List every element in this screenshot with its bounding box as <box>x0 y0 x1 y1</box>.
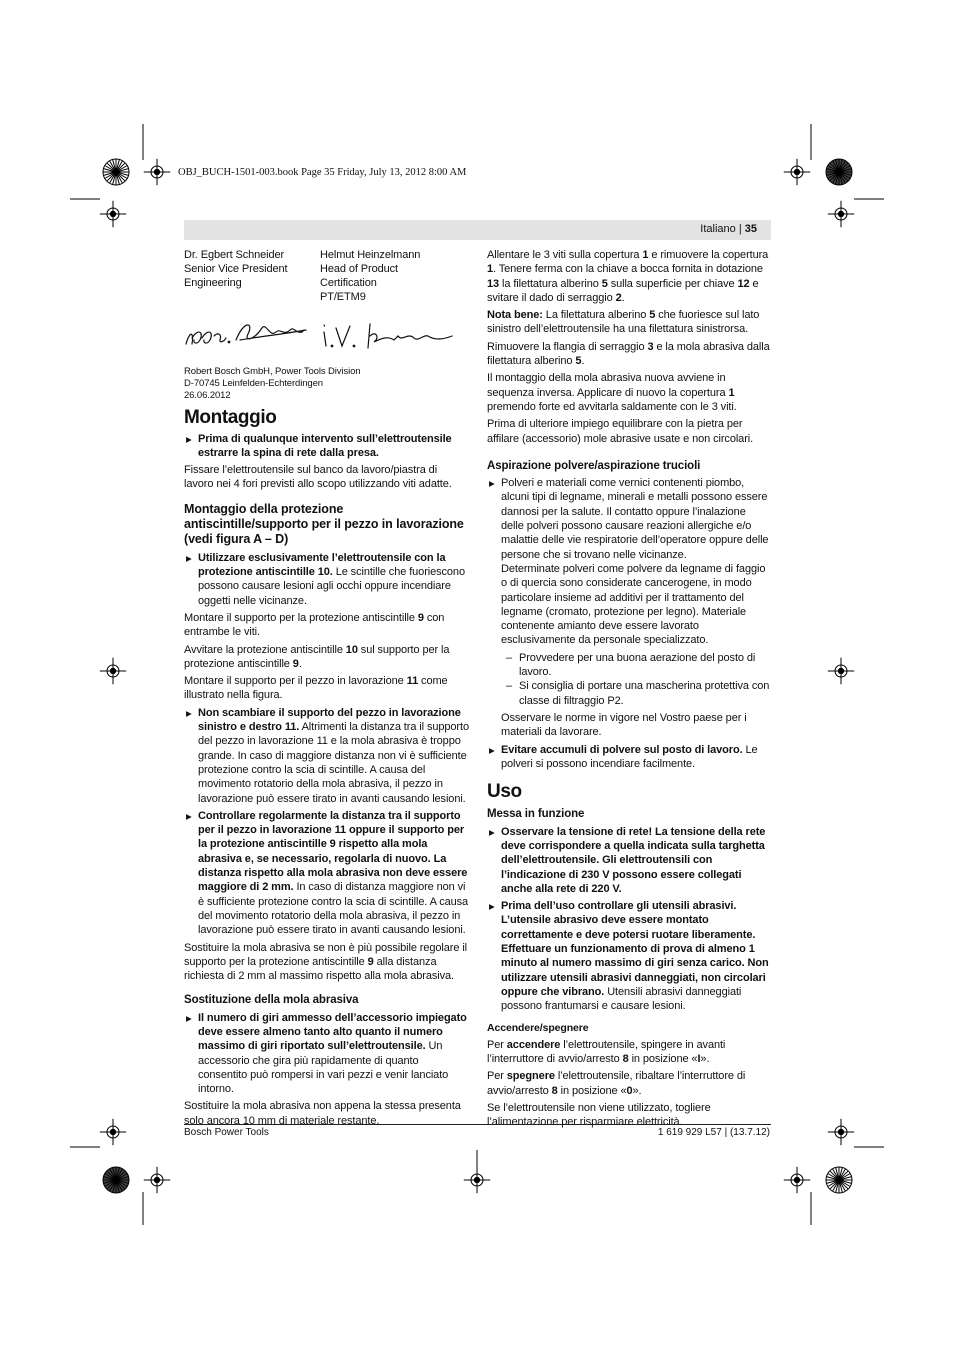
footer-left: Bosch Power Tools <box>184 1127 269 1138</box>
header-bar <box>184 220 771 240</box>
header-separator: | <box>738 223 742 235</box>
paragraph: Prima di ulteriore impiego equilibrare con la pietra per affilare (accessorio) mole abrasive usate e non circolari. <box>487 418 754 445</box>
heading-accendere: Accendere/spegnere <box>487 1021 589 1034</box>
paragraph: Determinate polveri come polvere da legname di faggio o di quercia sono considerate cancerogene, in modo particolare insieme ad additivi per il trattamento del legname (cromato, protezione per legno). Materiale contenente amianto deve essere lavorato esclusivamente da personale specializzato. <box>501 562 766 647</box>
page-number: 35 <box>744 223 757 235</box>
warning-item: ▶ Prima di qualunque intervento sull’elettroutensile estrarre la spina di rete dalla presa. <box>184 432 469 461</box>
heading-uso: Uso <box>487 781 522 803</box>
paragraph: Osservare le norme in vigore nel Vostro paese per i materiali da lavorare. <box>501 711 747 739</box>
warning-item: ▶ Controllare regolarmente la distanza tra il supporto per il pezzo in lavorazione 11 oppure il supporto per la protezione antiscintille 9 rispetto alla mola abrasiva e, se necessario, regolarla di nuovo. La distanza rispetto alla mola abrasiva non deve essere maggiore di 2 mm. In caso di distanza maggiore non vi è sufficiente protezione contro la scia di scintille. A causa del movimento rotatorio della mola abrasiva, il pezzo in lavorazione può essere tirato in avanti causando lesioni. <box>184 809 469 938</box>
heading-montaggio: Montaggio <box>184 407 277 429</box>
paragraph: Sostituire la mola abrasiva se non è più possibile regolare il supporto per la protezione antiscintille 9 alla distanza richiesta di 2 mm al massimo rispetto alla mola abrasiva. <box>184 941 468 983</box>
right-column <box>487 248 771 1133</box>
dash-item: – Si consiglia di portare una mascherina protettiva con classe di filtraggio P2. <box>487 679 771 708</box>
paragraph: Montare il supporto per il pezzo in lavorazione 11 come illustrato nella figura. <box>184 675 448 702</box>
paragraph: Fissare l’elettroutensile sul banco da lavoro/piastra di lavoro nei 4 fori previsti allo scopo utilizzando viti adatte. <box>184 464 452 491</box>
heading-messa: Messa in funzione <box>487 808 585 821</box>
paragraph: Rimuovere la flangia di serraggio 3 e la mola abrasiva dalla filettatura alberino 5. <box>487 340 770 368</box>
dash-item: – Provvedere per una buona aerazione del posto di lavoro. <box>487 651 771 680</box>
warning-item: ▶ Evitare accumuli di polvere sul posto di lavoro. Le polveri si possono incendiare facilmente. <box>487 743 771 772</box>
paragraph: Il montaggio della mola abrasiva nuova avviene in sequenza inversa. Applicare di nuovo la copertura 1 premendo forte ed avvitarla saldamente con le 3 viti. <box>487 372 737 413</box>
handwritten-signatures <box>184 310 469 358</box>
warning-item: ▶ Il numero di giri ammesso dell’accessorio impiegato deve essere almeno tanto alto quanto il numero massimo di giri riportato sull’elettroutensile. Un accessorio che gira più rapidamente di quanto consentito può rompersi in vari pezzi e venir lanciato intorno. <box>184 1011 469 1097</box>
left-column <box>184 248 469 1131</box>
paragraph: Allentare le 3 viti sulla copertura 1 e rimuovere la copertura 1. Tenere ferma con la chiave a bocca fornita in dotazione 13 la filettatura alberino 5 sulla superficie per chiave 12 e svitare il dado di serraggio 2. <box>487 249 769 304</box>
heading-aspirazione: Aspirazione polvere/aspirazione trucioli <box>487 459 701 472</box>
address-block: Robert Bosch GmbH, Power Tools Division D-70745 Leinfelden-Echterdingen 26.06.2012 <box>184 366 361 402</box>
footer-right: 1 619 929 L57 | (13.7.12) <box>657 1127 770 1138</box>
heading-protezione: Montaggio della protezione antiscintille/supporto per il pezzo in lavorazione (vedi figura A – D) <box>184 501 464 546</box>
paragraph: Per accendere l’elettroutensile, spingere in avanti l’interruttore di avvio/arresto 8 in posizione «I». <box>487 1038 726 1066</box>
heading-sostituzione: Sostituzione della mola abrasiva <box>184 994 359 1007</box>
paragraph: Nota bene: La filettatura alberino 5 che fuoriesce sul lato sinistro dell’elettroutensile ha una filettatura sinistrorsa. <box>487 309 760 336</box>
print-slug: OBJ_BUCH-1501-003.book Page 35 Friday, July 13, 2012 8:00 AM <box>178 167 467 178</box>
paragraph: Avvitare la protezione antiscintille 10 sul supporto per la protezione antiscintille 9. <box>184 643 450 670</box>
signatories <box>184 248 469 304</box>
paragraph: Montare il supporto per la protezione antiscintille 9 con entrambe le viti. <box>184 611 445 639</box>
header-language: Italiano <box>700 223 736 235</box>
warning-item: ▶ Non scambiare il supporto del pezzo in lavorazione sinistro e destro 11. Altrimenti la distanza tra il supporto del pezzo in lavorazione 11 e la mola abrasiva è troppo grande. In caso di maggiore distanza non vi è sufficiente protezione contro la scia di scintille. A causa del movimento rotatorio della mola abrasiva, il pezzo in lavorazione può essere tirato in avanti causando lesioni. <box>184 706 469 806</box>
warning-item: ▶ Utilizzare esclusivamente l’elettroutensile con la protezione antiscintille 10. Le scintille che fuoriescono possono causare lesioni agli occhi oppure incendiare oggetti nelle vicinanze. <box>184 551 469 608</box>
warning-item: ▶ Prima dell’uso controllare gli utensili abrasivi. L’utensile abrasivo deve essere montato correttamente e deve potersi ruotare liberamente. Effettuare un funzionamento di prova di almeno 1 minuto al numero massimo di giri senza carico. Non utilizzare utensili abrasivi danneggiati, non circolari oppure che vibrano. Utensili abrasivi danneggiati possono frantumarsi e causare lesioni. <box>487 899 771 1013</box>
paragraph: Per spegnere l’elettroutensile, ribaltare l’interruttore di avvio/arresto 8 in posizione «0». <box>487 1070 746 1097</box>
paragraph: Se l’elettroutensile non viene utilizzato, togliere l’alimentazione per risparmiare elettricità. <box>487 1102 711 1129</box>
paragraph: Sostituire la mola abrasiva non appena la stessa presenta solo ancora 10 mm di materiale restante. <box>184 1100 461 1127</box>
warning-item: ▶ Polveri e materiali come vernici contenenti piombo, alcuni tipi di legname, minerali e metalli possono essere dannosi per la salute. Il contatto oppure l’inalazione delle polveri possono causare reazioni allergiche e/o malattie delle vie respiratorie dell’operatore oppure delle persone che si trovano nelle vicinanze. <box>487 476 771 562</box>
signatory-right: Helmut Heinzelmann Head of Product Certification PT/ETM9 <box>320 249 421 303</box>
page-header <box>700 223 757 235</box>
signatory-left: Dr. Egbert Schneider Senior Vice President Engineering <box>184 249 288 289</box>
footer-rule <box>184 1124 771 1125</box>
warning-item: ▶ Osservare la tensione di rete! La tensione della rete deve corrispondere a quella indicata sulla targhetta dell’elettroutensile. Gli elettroutensili con l’indicazione di 230 V possono essere collegati anche alla rete di 220 V. <box>487 825 771 896</box>
